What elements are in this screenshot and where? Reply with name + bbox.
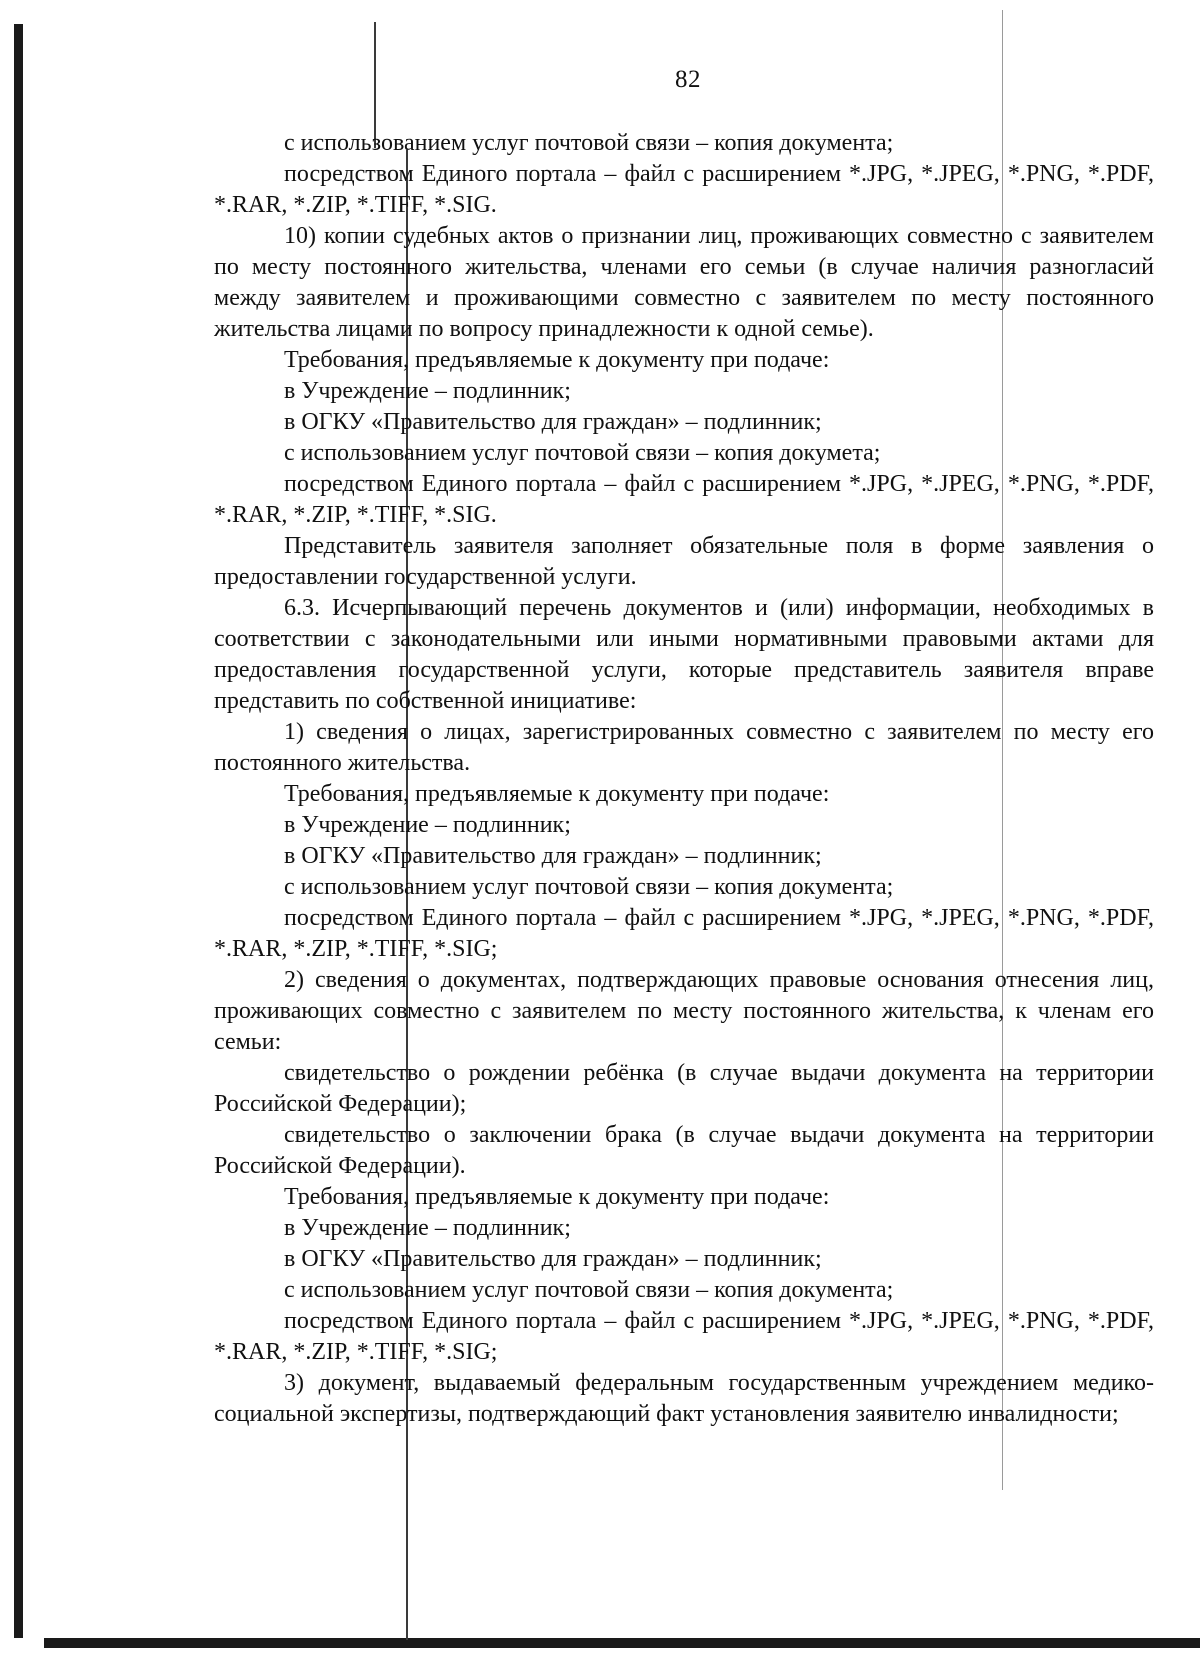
paragraph: посредством Единого портала – файл с расширением *.JPG, *.JPEG, *.PNG, *.PDF, *.RAR, *.ZIP, *.TIFF, *.SIG. — [214, 471, 1154, 528]
paragraph: 10) копии судебных актов о признании лиц, проживающих совместно с заявителем по месту постоянного жительства, членами его семьи (в случае наличия разногласий между заявителем и проживающими совместно с заявителем по месту постоянного жительства лицами по вопросу принадлежности к одной семье). — [214, 223, 1154, 342]
paragraph: в ОГКУ «Правительство для граждан» – подлинник; — [284, 1246, 822, 1272]
paragraph: в Учреждение – подлинник; — [284, 812, 571, 838]
page-number: 82 — [675, 66, 701, 93]
paragraph: с использованием услуг почтовой связи – копия документа; — [284, 874, 894, 900]
paragraph: в Учреждение – подлинник; — [284, 378, 571, 404]
paragraph: в ОГКУ «Правительство для граждан» – подлинник; — [284, 409, 822, 435]
paragraph: Представитель заявителя заполняет обязательные поля в форме заявления о предоставлении государственной услуги. — [214, 533, 1154, 590]
paragraph: с использованием услуг почтовой связи – копия докумета; — [284, 440, 881, 466]
paragraph: 3) документ, выдаваемый федеральным государственным учреждением медико-социальной экспертизы, подтверждающий факт установления заявителю инвалидности; — [214, 1370, 1154, 1427]
paragraph: в ОГКУ «Правительство для граждан» – подлинник; — [284, 843, 822, 869]
paragraph: 1) сведения о лицах, зарегистрированных совместно с заявителем по месту его постоянного жительства. — [214, 719, 1154, 776]
paragraph: 6.3. Исчерпывающий перечень документов и (или) информации, необходимых в соответствии с законодательными или иными нормативными правовыми актами для предоставления государственной услуги, которые представитель заявителя вправе представить по собственной инициативе: — [214, 595, 1154, 714]
paragraph: посредством Единого портала – файл с расширением *.JPG, *.JPEG, *.PNG, *.PDF, *.RAR, *.ZIP, *.TIFF, *.SIG; — [214, 905, 1154, 962]
document-body — [214, 128, 1154, 1430]
paragraph: Требования, предъявляемые к документу при подаче: — [284, 781, 830, 807]
paragraph: свидетельство о заключении брака (в случае выдачи документа на территории Российской Федерации). — [214, 1122, 1154, 1179]
paragraph: с использованием услуг почтовой связи – копия документа; — [284, 130, 894, 156]
paragraph: посредством Единого портала – файл с расширением *.JPG, *.JPEG, *.PNG, *.PDF, *.RAR, *.ZIP, *.TIFF, *.SIG; — [214, 1308, 1154, 1365]
paragraph: 2) сведения о документах, подтверждающих правовые основания отнесения лиц, проживающих совместно с заявителем по месту постоянного жительства, к членам его семьи: — [214, 967, 1154, 1055]
scan-edge-left — [14, 24, 23, 1638]
paragraph: в Учреждение – подлинник; — [284, 1215, 571, 1241]
paragraph: свидетельство о рождении ребёнка (в случае выдачи документа на территории Российской Федерации); — [214, 1060, 1154, 1117]
paragraph: Требования, предъявляемые к документу при подаче: — [284, 1184, 830, 1210]
scan-edge-bottom — [44, 1638, 1200, 1648]
paragraph: с использованием услуг почтовой связи – копия документа; — [284, 1277, 894, 1303]
paragraph: посредством Единого портала – файл с расширением *.JPG, *.JPEG, *.PNG, *.PDF, *.RAR, *.ZIP, *.TIFF, *.SIG. — [214, 161, 1154, 218]
paragraph: Требования, предъявляемые к документу при подаче: — [284, 347, 830, 373]
